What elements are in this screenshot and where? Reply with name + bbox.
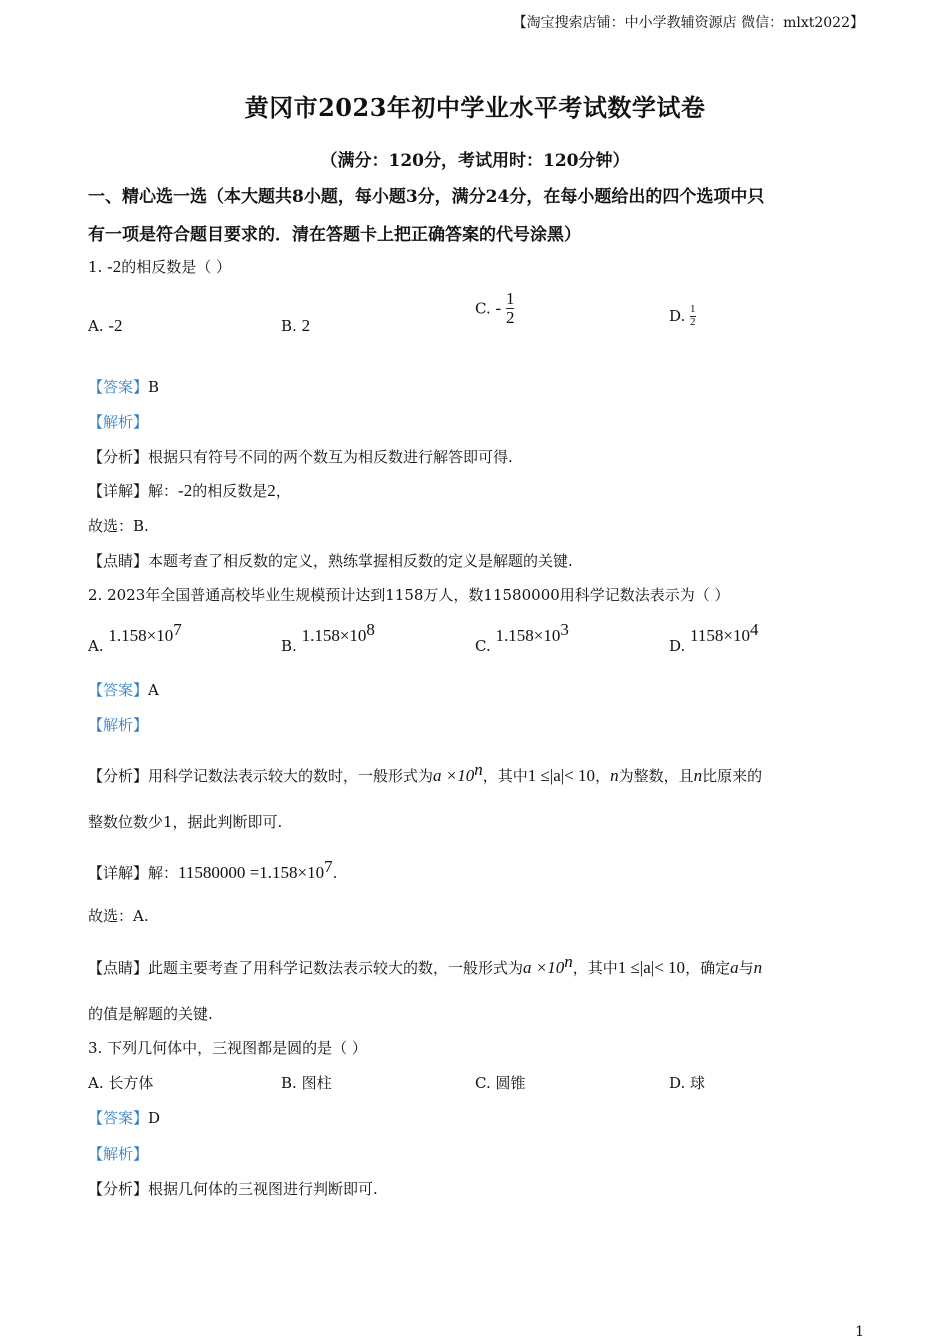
q2-fenxi xyxy=(88,760,762,786)
fenxi-text: ， xyxy=(595,767,611,785)
q2-dianjing xyxy=(88,952,762,978)
q3-fenxi xyxy=(88,1178,378,1199)
fraction-numerator: 1 xyxy=(690,303,696,315)
q3-analysis-tag: 【解析】 xyxy=(88,1145,149,1163)
q2-answer xyxy=(88,679,159,700)
option-label: C. xyxy=(475,299,491,318)
fenxi-math: n xyxy=(693,766,703,785)
answer-value: D xyxy=(148,1109,161,1127)
dianjing-math: n xyxy=(753,958,763,977)
dianjing-tag: 【点睛】 xyxy=(88,552,149,570)
answer-tag: 【答案】 xyxy=(88,1109,149,1127)
answer-tag: 【答案】 xyxy=(88,378,149,396)
xiangjie-text: ， xyxy=(275,482,291,500)
xiangjie-math: -2 xyxy=(178,481,193,500)
header-note: 【淘宝搜索店铺：中小学教辅资源店 微信：mlxt2022】 xyxy=(512,15,864,31)
xiangjie-text: 解： xyxy=(148,482,179,500)
q1-fenxi xyxy=(88,446,513,467)
q3-option-c xyxy=(475,1072,526,1093)
dianjing-text: 本题考查了相反数的定义，熟练掌握相反数的定义是解题的关键. xyxy=(148,552,573,570)
q1-dianjing xyxy=(88,550,573,571)
fenxi-text: 根据只有符号不同的两个数互为相反数进行解答即可得. xyxy=(148,448,513,466)
q2-analysis-tag: 【解析】 xyxy=(88,716,149,734)
q1-xiangjie xyxy=(88,480,291,501)
answer-tag: 【答案】 xyxy=(88,681,149,699)
option-label: C. xyxy=(475,637,491,655)
q2-dianjing-line2: 的值是解题的关键. xyxy=(88,1005,213,1023)
option-value: 1.158×10 xyxy=(301,626,367,645)
xiangjie-math-exponent: 7 xyxy=(324,857,333,876)
fraction-denominator: 2 xyxy=(505,307,515,327)
option-value: 2 xyxy=(301,316,311,335)
q2-option-d xyxy=(669,620,759,655)
fenxi-math-exponent: n xyxy=(474,760,483,779)
q2-conclusion: 故选：A. xyxy=(88,907,149,925)
q3-option-a xyxy=(88,1072,153,1093)
option-label: D. xyxy=(669,307,686,326)
fenxi-tag: 【分析】 xyxy=(88,1180,149,1198)
dianjing-tag: 【点睛】 xyxy=(88,959,149,977)
q1-analysis-tag: 【解析】 xyxy=(88,413,149,431)
xiangjie-text: 解： xyxy=(148,864,179,882)
fenxi-tag: 【分析】 xyxy=(88,448,149,466)
dianjing-text: 此题主要考查了用科学记数法表示较大的数，一般形式为 xyxy=(148,959,524,977)
q2-option-c xyxy=(475,620,569,655)
fenxi-text: 比原来的 xyxy=(702,767,763,785)
q1-stem xyxy=(88,256,231,277)
option-value: 1158×10 xyxy=(690,626,751,645)
option-label: A. xyxy=(88,317,104,335)
option-value: 图柱 xyxy=(301,1074,332,1092)
xiangjie-text: . xyxy=(332,864,338,882)
option-label: A. xyxy=(88,1074,104,1092)
fenxi-text: 根据几何体的三视图进行判断即可. xyxy=(148,1180,378,1198)
option-value: 圆锥 xyxy=(495,1074,526,1092)
dianjing-text: ，其中 xyxy=(572,959,618,977)
q3-option-b xyxy=(281,1072,332,1093)
q2-fenxi-line2: 整数位数少1，据此判断即可. xyxy=(88,813,283,831)
option-value: -2 xyxy=(108,316,123,335)
q1-math: -2 xyxy=(107,257,122,276)
xiangjie-math: 2 xyxy=(267,481,276,500)
q1-stem-text: 的相反数是（ ） xyxy=(121,258,232,276)
fenxi-text: 为整数，且 xyxy=(618,767,694,785)
page-subtitle: （满分：120分，考试用时：120分钟） xyxy=(320,151,630,171)
fenxi-math: 1 ≤|a|< 10 xyxy=(527,766,596,785)
q1-answer xyxy=(88,376,159,397)
fraction xyxy=(506,290,515,327)
fenxi-math: n xyxy=(610,766,619,785)
option-exponent: 7 xyxy=(173,620,182,639)
section-heading-line2: 有一项是符合题目要求的．清在答题卡上把正确答案的代号涂黑） xyxy=(88,225,581,245)
q2-stem: 2. 2023年全国普通高校毕业生规模预计达到1158万人，数11580000用科学记数法表示为（ ） xyxy=(88,586,730,604)
fenxi-tag: 【分析】 xyxy=(88,767,149,785)
option-exponent: 4 xyxy=(750,620,759,639)
dianjing-math: 1 ≤|a|< 10 xyxy=(617,958,686,977)
q2-option-a xyxy=(88,620,182,655)
option-exponent: 8 xyxy=(366,620,375,639)
fraction-numerator: 1 xyxy=(505,289,515,308)
q3-stem: 3. 下列几何体中，三视图都是圆的是（ ） xyxy=(88,1039,367,1057)
option-label: D. xyxy=(669,1074,686,1092)
q2-xiangjie xyxy=(88,857,337,883)
dianjing-math: a xyxy=(730,958,739,977)
q3-option-d xyxy=(669,1072,705,1093)
page-number: 1 xyxy=(855,1324,864,1340)
fenxi-text: 用科学记数法表示较大的数时，一般形式为 xyxy=(148,767,434,785)
option-label: C. xyxy=(475,1074,491,1092)
option-exponent: 3 xyxy=(560,620,569,639)
answer-value: B xyxy=(148,378,160,396)
q1-number: 1. xyxy=(88,258,103,276)
fraction-denominator: 2 xyxy=(690,315,696,328)
option-value: 长方体 xyxy=(108,1074,154,1092)
dianjing-math-exponent: n xyxy=(564,952,573,971)
xiangjie-math: 11580000 =1.158×10 xyxy=(178,863,325,882)
option-label: B. xyxy=(281,317,297,335)
option-value: 1.158×10 xyxy=(495,626,561,645)
q3-answer xyxy=(88,1107,160,1128)
option-label: B. xyxy=(281,637,297,655)
q1-option-a xyxy=(88,316,123,336)
option-label: D. xyxy=(669,637,686,655)
dianjing-text: 与 xyxy=(738,959,754,977)
page-title: 黄冈市2023年初中学业水平考试数学试卷 xyxy=(244,93,706,122)
dianjing-math: a ×10 xyxy=(523,958,565,977)
xiangjie-tag: 【详解】 xyxy=(88,864,149,882)
q1-option-c xyxy=(475,290,514,327)
q1-option-d xyxy=(669,304,696,328)
dianjing-text: ，确定 xyxy=(685,959,731,977)
xiangjie-text: 的相反数是 xyxy=(192,482,268,500)
xiangjie-tag: 【详解】 xyxy=(88,482,149,500)
fraction xyxy=(690,304,696,328)
fenxi-math: a ×10 xyxy=(433,766,475,785)
q1-conclusion: 故选：B. xyxy=(88,517,149,535)
option-label: B. xyxy=(281,1074,297,1092)
option-value: 1.158×10 xyxy=(108,626,174,645)
answer-value: A xyxy=(148,681,159,699)
option-value: 球 xyxy=(690,1074,706,1092)
fenxi-text: ，其中 xyxy=(482,767,528,785)
q1-option-b xyxy=(281,316,310,336)
section-heading-line1: 一、精心选一选（本大题共8小题，每小题3分，满分24分，在每小题给出的四个选项中只 xyxy=(88,187,765,207)
option-label: A. xyxy=(88,637,104,655)
option-sign: - xyxy=(495,298,502,318)
q2-option-b xyxy=(281,620,375,655)
